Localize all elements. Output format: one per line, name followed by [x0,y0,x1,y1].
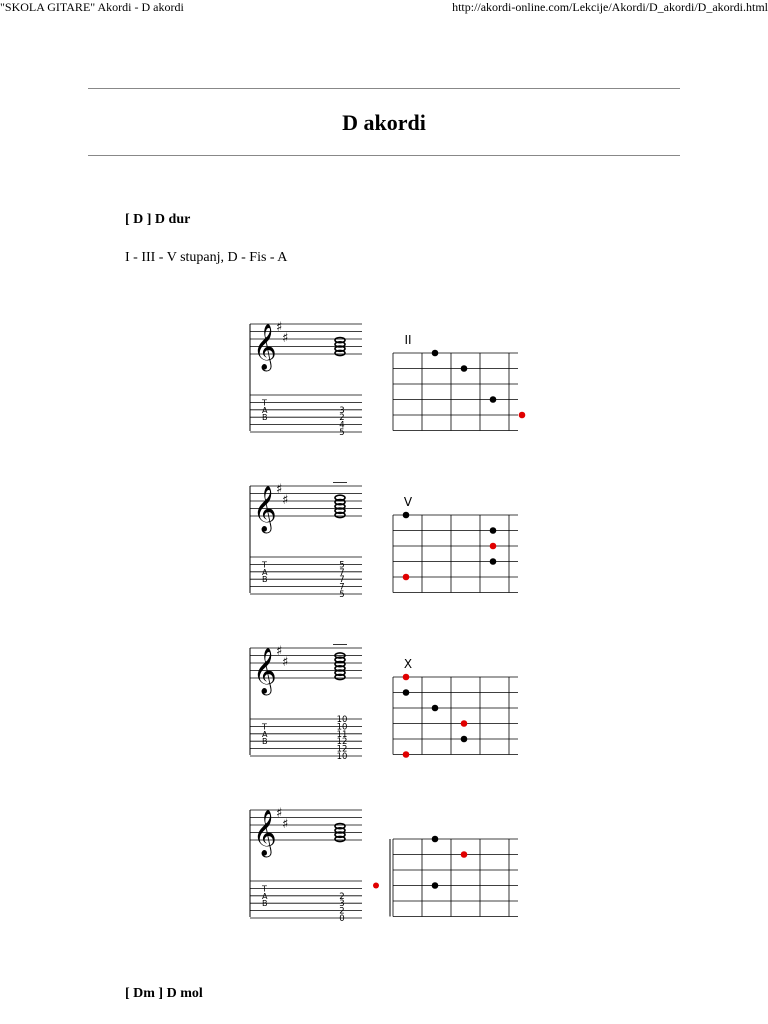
tab-fret-number: 10 [336,715,348,725]
tab-letter: A [262,891,268,901]
root-note-dot [403,574,410,581]
tab-fret-number: 5 [339,590,345,600]
tab-letter: T [262,560,267,570]
tab-fret-number: 12 [336,744,348,755]
sharp-icon: ♯ [282,493,289,508]
note-dot [490,396,497,403]
root-note-dot [461,720,468,727]
tab-fret-number: 11 [336,729,348,740]
root-note-dot [490,543,497,550]
root-note-dot [519,412,526,419]
tab-letter: T [262,398,267,408]
note-dot [461,736,468,743]
tab-fret-number: 7 [339,582,345,593]
tab-letter: A [262,567,268,577]
tab-fret-number: 5 [339,428,345,438]
tab-fret-number: 7 [339,575,345,586]
note-head [335,495,345,500]
tab-letter: B [262,575,268,585]
note-dot [461,365,468,372]
tab-fret-number: 0 [339,914,345,924]
tab-letter: A [262,729,268,739]
open-root-dot [373,883,379,889]
note-dot [432,882,439,889]
section-description-d-dur: I - III - V stupanj, D - Fis - A [125,250,288,265]
tab-letter: A [262,405,268,415]
tab-letter: B [262,899,268,909]
note-dot [432,350,439,357]
sharp-icon: ♯ [282,817,289,832]
fret-position-label: II [404,333,412,347]
sharp-icon: ♯ [282,331,289,346]
header-url[interactable]: http://akordi-online.com/Lekcije/Akordi/D_akordi/D_akordi.html [452,0,768,14]
note-dot [403,689,410,696]
tab-fret-number: 10 [336,752,348,762]
tab-fret-number: 2 [339,891,345,902]
note-head [335,824,345,829]
page-title: D akordi [342,110,426,135]
sharp-icon: ♯ [276,806,283,821]
tab-fret-number: 12 [336,737,348,748]
sharp-icon: ♯ [276,482,283,497]
tab-fret-number: 3 [339,899,345,910]
tab-fret-number: 4 [339,420,345,431]
note-dot [490,558,497,565]
tab-letter: T [262,884,267,894]
chord-D-position-1 [250,320,525,438]
tab-fret-number: 3 [339,405,345,416]
treble-clef-icon: 𝄞 [253,810,277,856]
tab-letter: B [262,413,268,423]
tab-fret-number: 2 [339,906,345,917]
tab-fret-number: 5 [339,560,345,571]
note-head [335,338,345,343]
tab-letter: T [262,722,267,732]
root-note-dot [461,851,468,858]
sharp-icon: ♯ [276,644,283,659]
chord-D-position-4 [250,806,518,924]
section-heading-d-mol: [ Dm ] D mol [125,986,203,1001]
note-dot [432,705,439,712]
sharp-icon: ♯ [276,320,283,335]
fret-position-label: V [403,495,413,509]
section-heading-d-dur: [ D ] D dur [125,212,191,227]
chord-D-position-3 [250,644,518,762]
treble-clef-icon: 𝄞 [253,324,277,370]
root-note-dot [403,674,410,681]
header-left-title: "SKOLA GITARE" Akordi - D akordi [0,0,184,14]
fret-position-label: X [403,657,413,671]
chord-D-position-2 [250,482,518,600]
note-dot [403,512,410,519]
sharp-icon: ♯ [282,655,289,670]
tab-fret-number: 2 [339,413,345,424]
tab-letter: B [262,737,268,747]
note-dot [432,836,439,843]
tab-fret-number: 10 [336,722,348,733]
root-note-dot [403,751,410,758]
treble-clef-icon: 𝄞 [253,648,277,694]
note-dot [490,527,497,534]
tab-fret-number: 7 [339,567,345,578]
treble-clef-icon: 𝄞 [253,486,277,532]
